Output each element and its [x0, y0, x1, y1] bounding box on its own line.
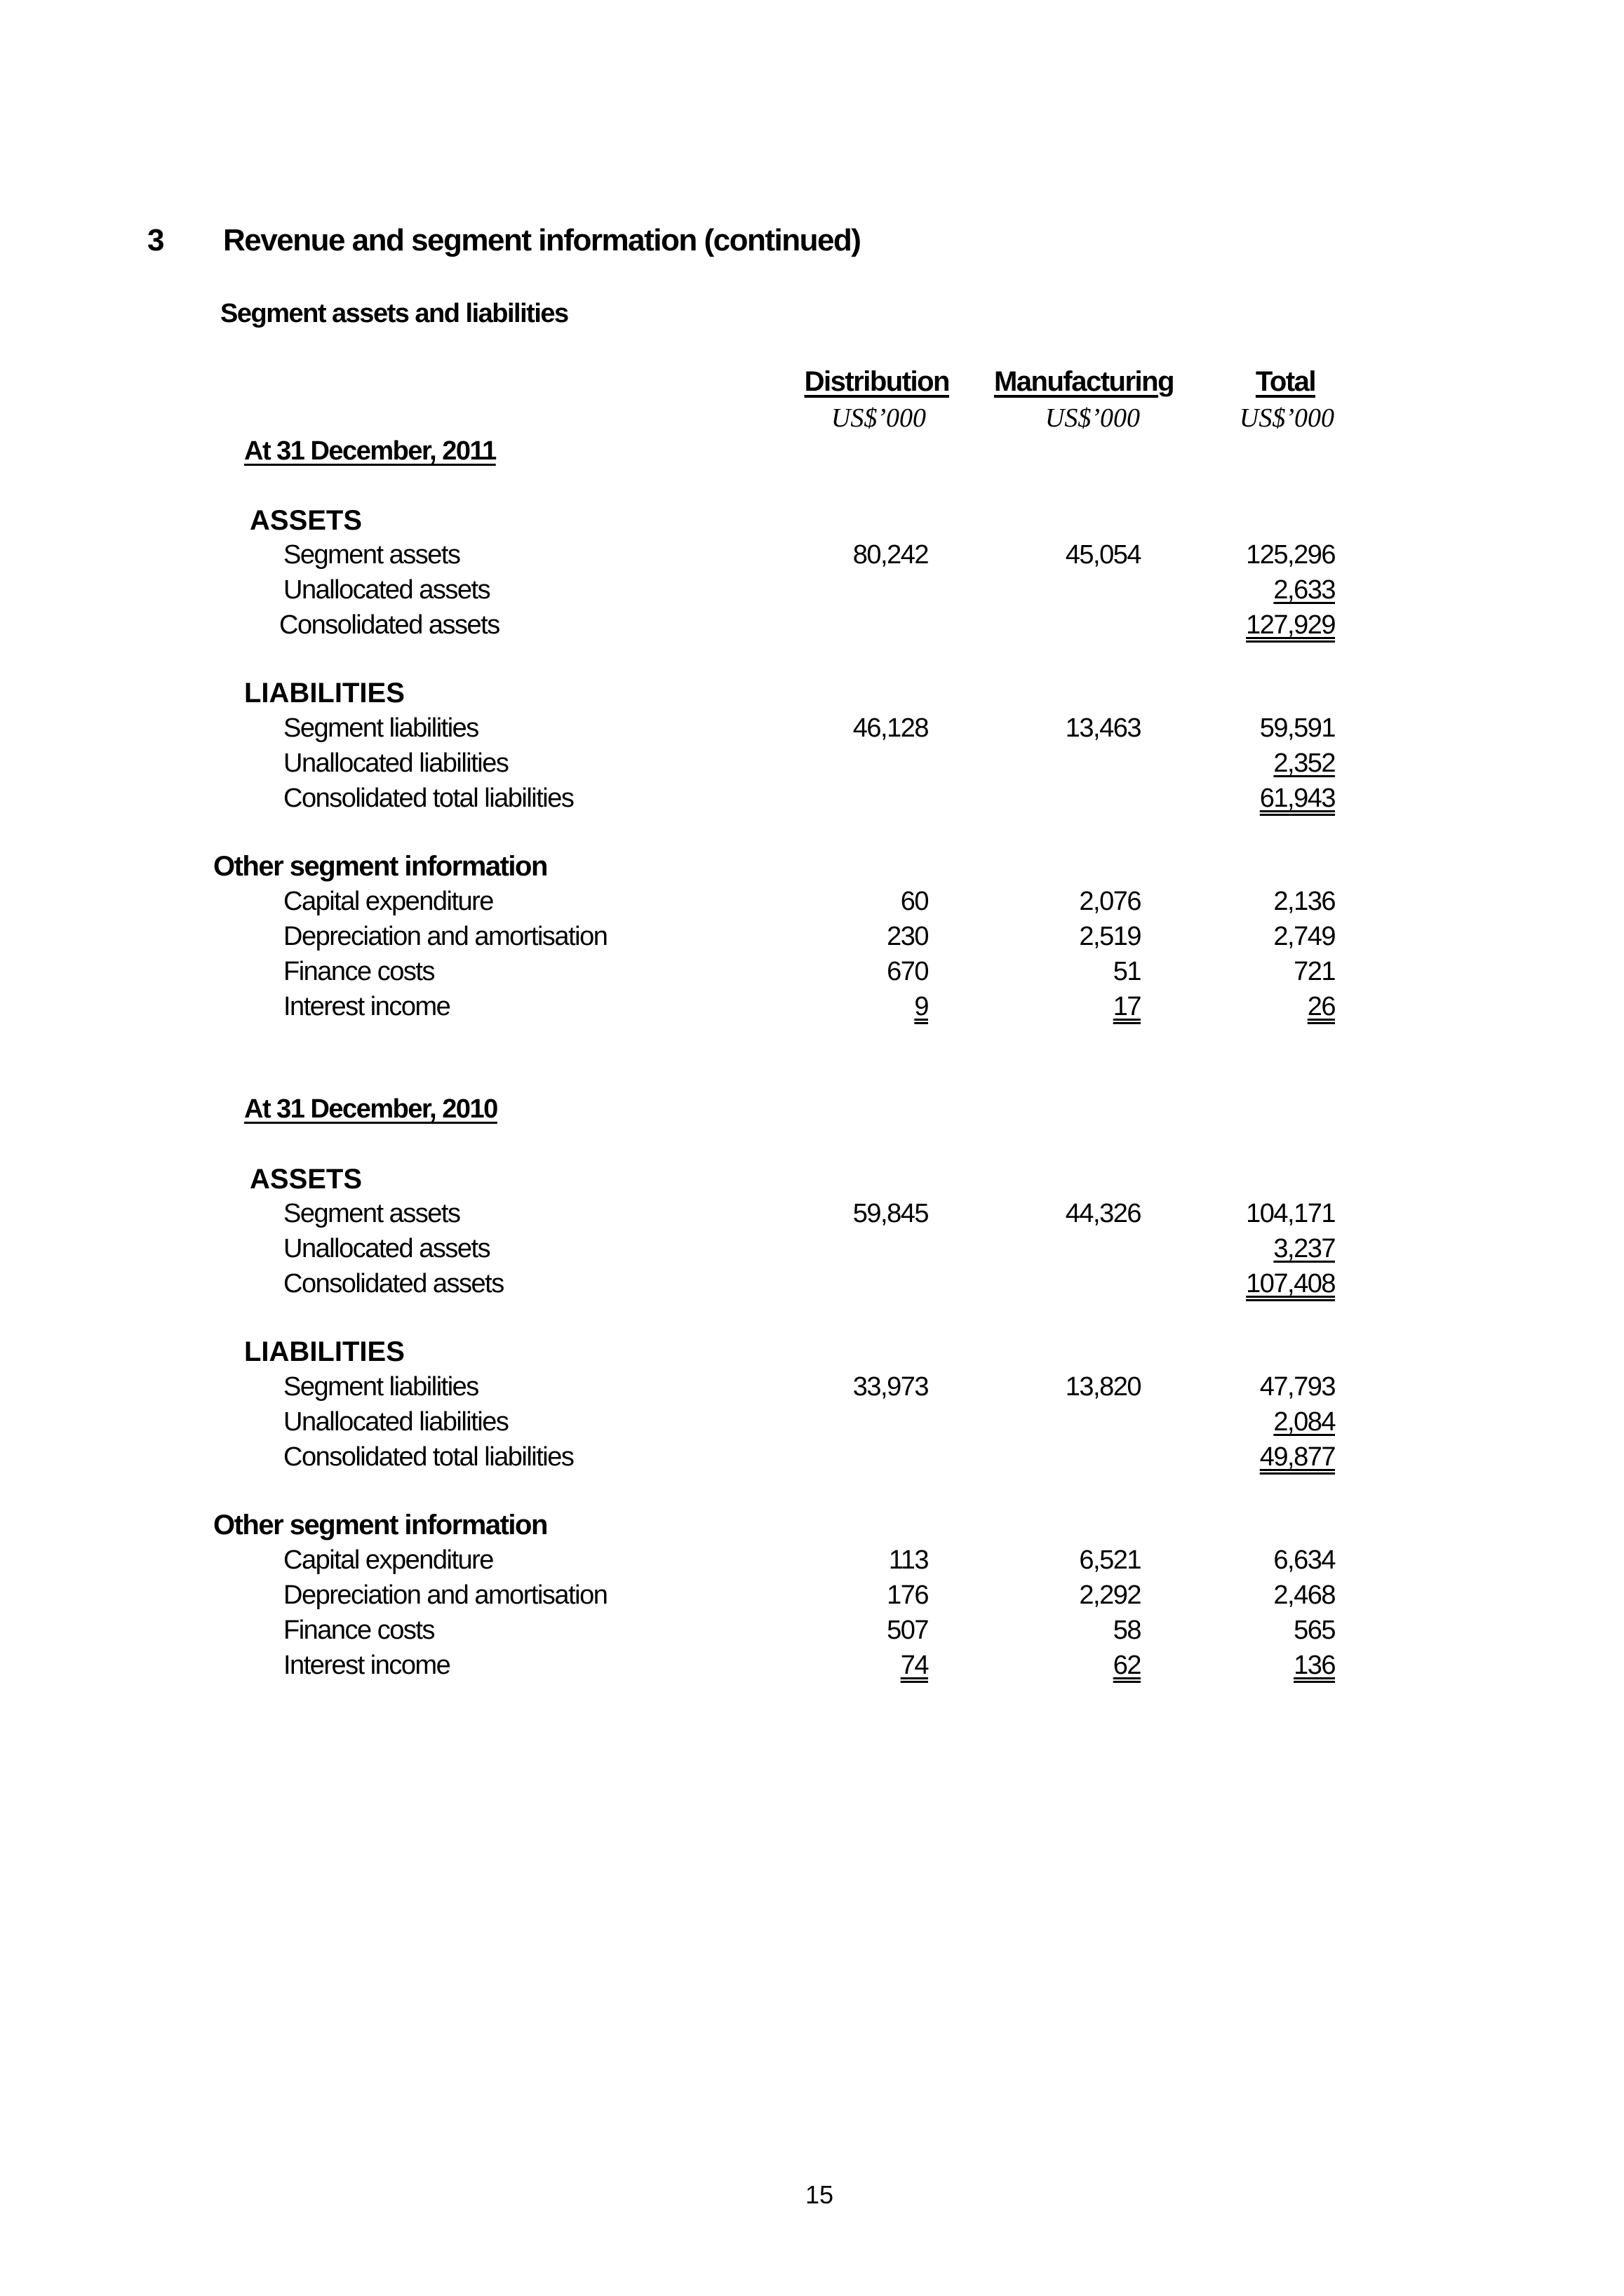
- value-total-text: 136: [1294, 1651, 1335, 1680]
- section-title: Revenue and segment information (continued): [223, 223, 861, 257]
- table-row: [0, 784, 1624, 819]
- value-manufacturing-text: 17: [1113, 992, 1141, 1021]
- value-manufacturing: [1074, 992, 1141, 1022]
- table-row: [0, 922, 1624, 957]
- value-total-text: 2,352: [1273, 748, 1335, 778]
- value-distribution: [866, 1651, 928, 1681]
- value-distribution: [864, 992, 928, 1022]
- liabilities-heading-2011: LIABILITIES: [244, 678, 405, 709]
- value-manufacturing: 13,463: [1065, 713, 1141, 743]
- period-heading-2010: At 31 December, 2010: [244, 1094, 497, 1124]
- row-label: Unallocated assets: [283, 575, 490, 605]
- row-label: Unallocated liabilities: [283, 1407, 509, 1437]
- column-header-distribution: Distribution: [804, 366, 949, 397]
- table-row: [0, 1199, 1624, 1234]
- value-distribution: 59,845: [852, 1199, 928, 1228]
- table-row: [0, 748, 1624, 784]
- table-row: [0, 1269, 1624, 1304]
- row-label: Consolidated total liabilities: [283, 1442, 574, 1472]
- section-subtitle: Segment assets and liabilities: [220, 299, 568, 328]
- value-manufacturing: 45,054: [1065, 540, 1141, 570]
- value-manufacturing: 2,519: [1079, 922, 1141, 951]
- value-manufacturing: [1074, 1651, 1141, 1681]
- value-total: 721: [1294, 957, 1335, 986]
- value-total: [1265, 1407, 1335, 1437]
- column-unit-total: US$’000: [1239, 403, 1334, 433]
- value-distribution: 230: [887, 922, 928, 951]
- value-total: 6,634: [1273, 1545, 1335, 1575]
- table-row: [0, 1616, 1624, 1651]
- value-total-text: 3,237: [1273, 1234, 1335, 1263]
- value-manufacturing: 13,820: [1065, 1372, 1141, 1402]
- table-row: [0, 713, 1624, 748]
- other-heading-2010: Other segment information: [213, 1510, 547, 1540]
- row-label: Capital expenditure: [283, 1545, 493, 1575]
- value-total-text: 2,084: [1273, 1407, 1335, 1437]
- period-heading-2011: At 31 December, 2011: [244, 436, 496, 466]
- other-heading-2011: Other segment information: [213, 851, 547, 882]
- value-total: [1266, 1651, 1335, 1681]
- row-label: Depreciation and amortisation: [283, 1580, 608, 1610]
- row-label: Unallocated liabilities: [283, 748, 509, 778]
- value-total-text: 2,633: [1273, 575, 1335, 605]
- row-label: Segment assets: [283, 1199, 460, 1228]
- table-row: [0, 957, 1624, 992]
- table-row: [0, 992, 1624, 1027]
- row-label: Segment assets: [283, 540, 460, 570]
- page-number: 15: [805, 2180, 834, 2209]
- value-distribution: 60: [900, 887, 928, 916]
- value-manufacturing: 51: [1113, 957, 1141, 986]
- row-label: Finance costs: [283, 1616, 434, 1645]
- table-row: [0, 1545, 1624, 1580]
- value-total: [1268, 992, 1335, 1022]
- column-header-manufacturing: Manufacturing: [993, 366, 1174, 397]
- column-header-total: Total: [1255, 366, 1315, 397]
- row-label: Interest income: [283, 992, 450, 1021]
- value-manufacturing: 2,292: [1079, 1580, 1141, 1610]
- column-unit-distribution: US$’000: [831, 403, 926, 433]
- value-distribution: 33,973: [852, 1372, 928, 1402]
- value-total: 61,943: [1259, 784, 1335, 813]
- table-row: [0, 1407, 1624, 1442]
- table-row: [0, 1651, 1624, 1686]
- value-distribution-text: 9: [914, 992, 928, 1021]
- row-label: Segment liabilities: [283, 713, 478, 743]
- value-total-text: 26: [1307, 992, 1335, 1021]
- row-label: Consolidated assets: [279, 610, 499, 640]
- value-total: 2,749: [1273, 922, 1335, 951]
- value-total: 565: [1294, 1616, 1335, 1645]
- value-distribution: 507: [887, 1616, 928, 1645]
- value-distribution: 46,128: [852, 713, 928, 743]
- value-manufacturing: 2,076: [1079, 887, 1141, 916]
- value-total: [1265, 748, 1335, 779]
- value-total: 47,793: [1259, 1372, 1335, 1402]
- table-row: [0, 540, 1624, 575]
- value-total: 2,468: [1273, 1580, 1335, 1610]
- value-total: 2,136: [1273, 887, 1335, 916]
- row-label: Interest income: [283, 1651, 450, 1680]
- value-total: 59,591: [1259, 713, 1335, 743]
- value-distribution: 176: [887, 1580, 928, 1610]
- row-label: Capital expenditure: [283, 887, 493, 916]
- section-number: 3: [147, 223, 164, 257]
- assets-heading-2010: ASSETS: [250, 1164, 363, 1195]
- column-unit-manufacturing: US$’000: [1045, 403, 1140, 433]
- table-row: [0, 610, 1624, 645]
- value-total: [1252, 1234, 1335, 1264]
- value-total: 104,171: [1246, 1199, 1335, 1228]
- value-manufacturing: 58: [1113, 1616, 1141, 1645]
- assets-heading-2011: ASSETS: [250, 505, 363, 536]
- row-label: Finance costs: [283, 957, 434, 986]
- table-row: [0, 887, 1624, 922]
- row-label: Unallocated assets: [283, 1234, 490, 1263]
- value-distribution-text: 74: [900, 1651, 928, 1680]
- row-label: Depreciation and amortisation: [283, 922, 608, 951]
- table-row: [0, 1580, 1624, 1616]
- table-row: [0, 1234, 1624, 1269]
- row-label: Consolidated assets: [283, 1269, 504, 1298]
- value-total: [1252, 575, 1335, 605]
- value-total: 49,877: [1259, 1442, 1335, 1472]
- row-label: Consolidated total liabilities: [283, 784, 574, 813]
- value-manufacturing-text: 62: [1113, 1651, 1141, 1680]
- row-label: Segment liabilities: [283, 1372, 478, 1402]
- value-distribution: 670: [887, 957, 928, 986]
- value-total: 107,408: [1246, 1269, 1335, 1298]
- value-distribution: 80,242: [852, 540, 928, 570]
- table-row: [0, 575, 1624, 610]
- table-row: [0, 1372, 1624, 1407]
- value-distribution: 113: [888, 1545, 928, 1575]
- value-total: 127,929: [1246, 610, 1335, 640]
- value-manufacturing: 6,521: [1079, 1545, 1141, 1575]
- value-total: 125,296: [1246, 540, 1335, 570]
- value-manufacturing: 44,326: [1065, 1199, 1141, 1228]
- liabilities-heading-2010: LIABILITIES: [244, 1336, 405, 1367]
- table-row: [0, 1442, 1624, 1477]
